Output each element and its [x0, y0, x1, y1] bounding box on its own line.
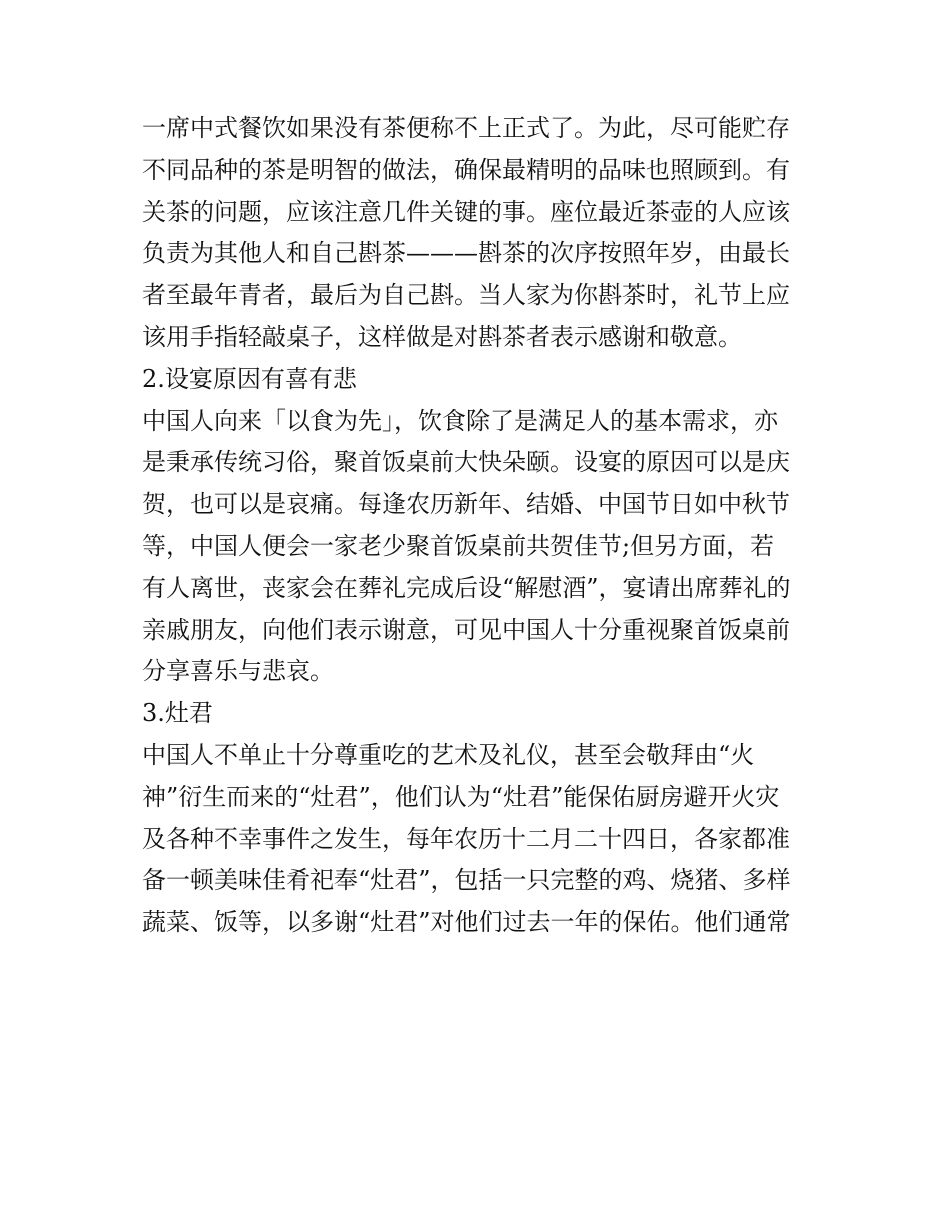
section-heading: 2.设宴原因有喜有悲	[142, 364, 357, 393]
text-line: 贺，也可以是哀痛。每逢农历新年、结婚、中国节日如中秋节	[142, 490, 790, 519]
text-line: 不同品种的茶是明智的做法，确保最精明的品味也照顾到。有	[142, 155, 790, 184]
text-line: 关茶的问题，应该注意几件关键的事。座位最近茶壶的人应该	[142, 197, 790, 226]
text-line: 及各种不幸事件之发生，每年农历十二月二十四日，各家都准	[142, 824, 790, 853]
text-line: 者至最年青者，最后为自己斟。当人家为你斟茶时，礼节上应	[142, 281, 790, 310]
text-line: 亲戚朋友，向他们表示谢意，可见中国人十分重视聚首饭桌前	[142, 615, 790, 644]
text-line: 分享喜乐与悲哀。	[142, 657, 334, 686]
section-heading: 3.灶君	[142, 699, 213, 728]
text-line: 中国人向来「以食为先」，饮食除了是满足人的基本需求，亦	[142, 406, 778, 435]
text-line: 等，中国人便会一家老少聚首饭桌前共贺佳节;但另方面，若	[142, 531, 775, 560]
text-line: 有人离世，丧家会在葬礼完成后设“解慰酒”，宴请出席葬礼的	[142, 573, 791, 602]
text-line: 备一顿美味佳肴祀奉“灶君”，包括一只完整的鸡、烧猪、多样	[142, 866, 791, 895]
text-line: 是秉承传统习俗，聚首饭桌前大快朵颐。设宴的原因可以是庆	[142, 448, 790, 477]
text-line: 该用手指轻敲桌子，这样做是对斟茶者表示感谢和敬意。	[142, 322, 742, 351]
document-body	[142, 108, 822, 944]
text-line: 蔬菜、饭等，以多谢“灶君”对他们过去一年的保佑。他们通常	[142, 908, 791, 937]
text-line: 一席中式餐饮如果没有茶便称不上正式了。为此，尽可能贮存	[142, 114, 790, 142]
text-line: 神”衍生而来的“灶君”，他们认为“灶君”能保佑厨房避开火灾	[142, 782, 780, 811]
text-line: 负责为其他人和自己斟茶———斟茶的次序按照年岁，由最长	[142, 239, 790, 268]
text-line: 中国人不单止十分尊重吃的艺术及礼仪，甚至会敬拜由“火	[142, 740, 755, 769]
